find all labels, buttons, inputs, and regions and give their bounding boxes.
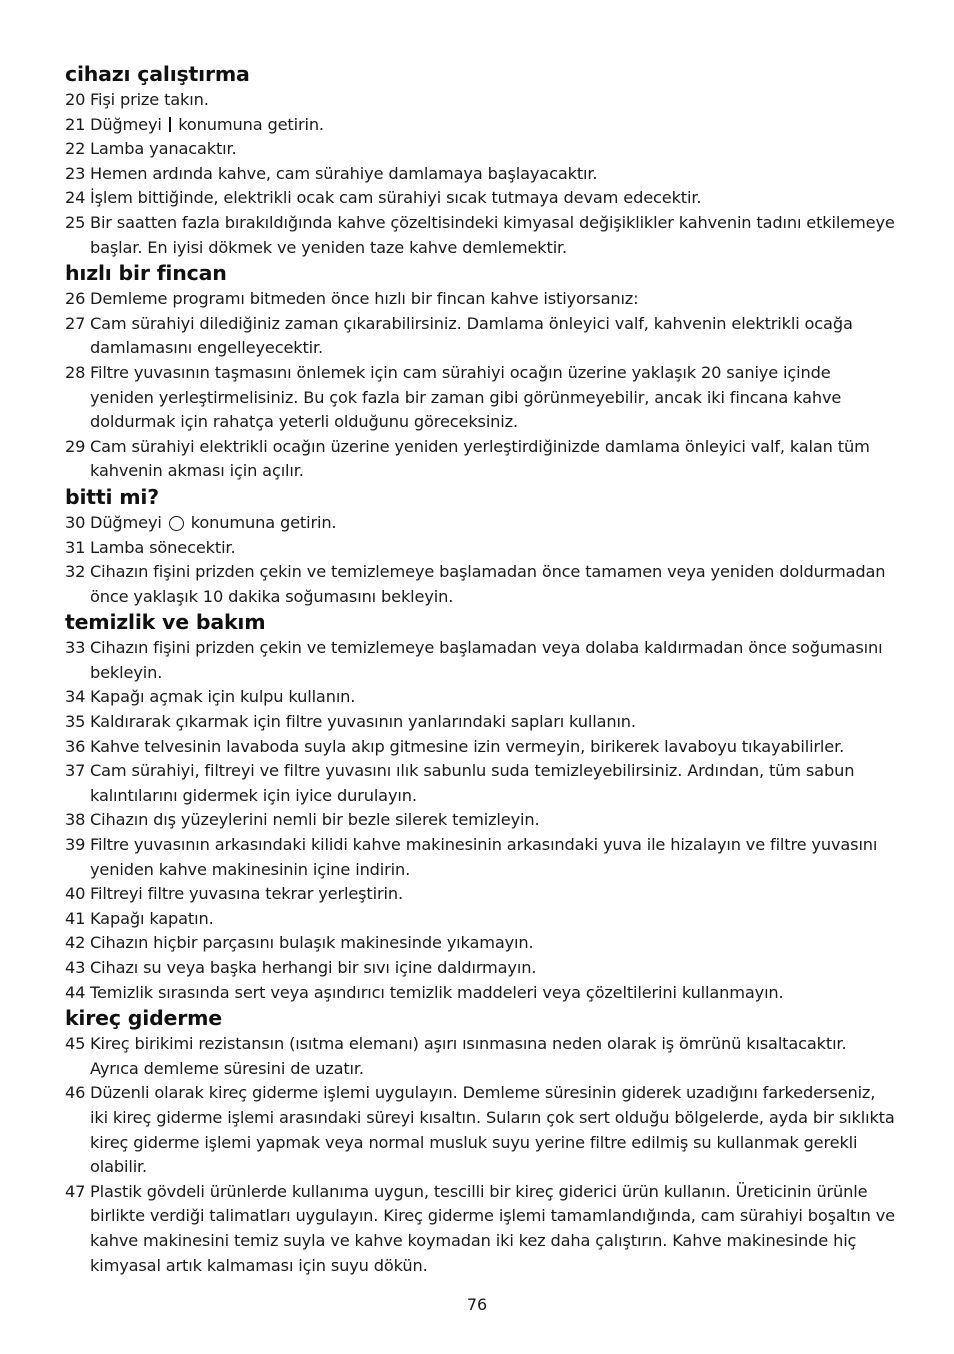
- item-number: 28: [65, 362, 86, 382]
- item-text: Cihazın dış yüzeylerini nemli bir bezle silerek temizleyin.: [90, 810, 540, 830]
- item-number: 25: [65, 212, 86, 232]
- item-number: 39: [65, 835, 86, 855]
- list-item: [65, 560, 895, 609]
- item-number: 21: [65, 114, 86, 134]
- item-number: 34: [65, 687, 86, 707]
- item-text: Kapağı açmak için kulpu kullanın.: [90, 687, 356, 707]
- section-heading: temizlik ve bakım: [65, 610, 266, 635]
- list-item: [65, 907, 895, 932]
- item-text: Hemen ardında kahve, cam sürahiye damlamaya başlayacaktır.: [90, 163, 598, 183]
- item-text: Fişi prize takın.: [90, 90, 209, 109]
- section: [65, 1005, 895, 1278]
- list-item: [65, 137, 895, 162]
- item-text: Plastik gövdeli ürünlerde kullanıma uygun, tescilli bir kireç giderici ürün kullanın. Üreticinin ürünle birlikte verdiği talimatları uygulayın. Kireç giderme işlemi tamamlandığında, cam sürahiyi boşaltın ve kahve makinesini temiz suyla ve kahve koymadan iki kez daha çalıştırın. Kahve makinesinde hiç kimyasal artık kalmaması için suyu dökün.: [90, 1181, 895, 1275]
- section: [65, 61, 895, 260]
- list-item: [65, 735, 895, 760]
- item-number: 46: [65, 1083, 86, 1103]
- list-item: [65, 981, 895, 1006]
- item-text: [90, 511, 895, 536]
- item-text-start: Düğmeyi: [90, 114, 162, 134]
- list-item: [65, 759, 895, 808]
- list-item: [65, 88, 895, 113]
- item-text: İşlem bittiğinde, elektrikli ocak cam sürahiyi sıcak tutmaya devam edecektir.: [90, 188, 702, 208]
- item-number: 42: [65, 933, 86, 953]
- item-text: Filtreyi filtre yuvasına tekrar yerleştirin.: [90, 884, 403, 904]
- list-item: [65, 931, 895, 956]
- item-text: Cihazın fişini prizden çekin ve temizlemeye başlamadan önce tamamen veya yeniden doldurmadan önce yaklaşık 10 dakika soğumasını bekleyin.: [90, 562, 886, 606]
- list-item: [65, 956, 895, 981]
- section-heading: cihazı çalıştırma: [65, 62, 250, 86]
- item-number: 24: [65, 188, 86, 208]
- list-item: [65, 361, 895, 435]
- item-text: [90, 113, 895, 138]
- item-number: 26: [65, 289, 86, 309]
- item-number: 41: [65, 908, 86, 928]
- item-number: 47: [65, 1181, 86, 1201]
- item-number: 29: [65, 436, 86, 456]
- item-number: 22: [65, 139, 86, 159]
- item-text-start: Düğmeyi: [90, 512, 162, 532]
- item-text: Cihazın fişini prizden çekin ve temizlemeye başlamadan veya dolaba kaldırmadan önce soğumasını bekleyin.: [90, 638, 883, 682]
- list-item: [65, 1180, 895, 1278]
- item-number: 30: [65, 512, 86, 532]
- item-text: Temizlik sırasında sert veya aşındırıcı temizlik maddeleri veya çözeltilerini kullanmayın.: [90, 982, 784, 1002]
- item-text: Cam sürahiyi, filtreyi ve filtre yuvasını ılık sabunlu suda temizleyebilirsiniz. Ardından, tüm sabun kalıntılarını gidermek için iyice durulayın.: [90, 761, 855, 805]
- item-number: 44: [65, 982, 86, 1002]
- item-number: 27: [65, 313, 86, 333]
- item-text-end: konumuna getirin.: [178, 114, 324, 134]
- item-text: Cam sürahiyi elektrikli ocağın üzerine yeniden yerleştirdiğinizde damlama önleyici valf, kalan tüm kahvenin akması için açılır.: [90, 436, 870, 481]
- item-text: Filtre yuvasının taşmasını önlemek için cam sürahiyi ocağın üzerine yaklaşık 20 saniye içinde yeniden yerleştirmelisiniz. Bu çok fazla bir zaman gibi görünmeyebilir, ancak iki fincana kahve doldurmak için rahatça yeterli olduğunu göreceksiniz.: [90, 362, 842, 432]
- item-text-end: konumuna getirin.: [190, 512, 337, 532]
- item-text: Cam sürahiyi dilediğiniz zaman çıkarabilirsiniz. Damlama önleyici valf, kahvenin elektrikli ocağa damlamasını engelleyecektir.: [90, 313, 853, 358]
- list-item: [65, 435, 895, 484]
- item-number: 38: [65, 810, 86, 830]
- section: [65, 484, 895, 609]
- item-number: 36: [65, 736, 86, 756]
- list-item: [65, 710, 895, 735]
- list-item: [65, 186, 895, 211]
- list-item: [65, 312, 895, 361]
- section-heading: kireç giderme: [65, 1006, 223, 1031]
- item-number: 23: [65, 163, 86, 183]
- item-text: Kapağı kapatın.: [90, 908, 214, 928]
- section: [65, 609, 895, 1005]
- list-item: [65, 1032, 895, 1081]
- item-text: Lamba yanacaktır.: [90, 139, 237, 159]
- list-item: [65, 808, 895, 833]
- item-text: Kireç birikimi rezistansın (ısıtma elemanı) aşırı ısınmasına neden olarak iş ömrünü kısaltacaktır. Ayrıca demleme süresini de uzatır.: [90, 1034, 847, 1078]
- item-text: Filtre yuvasının arkasındaki kilidi kahve makinesinin arkasındaki yuva ile hizalayın ve filtre yuvasını yeniden kahve makinesinin içine indirin.: [90, 835, 878, 879]
- item-text: Cihazı su veya başka herhangi bir sıvı içine daldırmayın.: [90, 958, 537, 977]
- item-text: Kahve telvesinin lavaboda suyla akıp gitmesine izin vermeyin, birikerek lavaboyu tıkayabilirler.: [90, 736, 845, 756]
- list-item: [65, 511, 895, 536]
- item-number: 35: [65, 712, 86, 732]
- list-item: [65, 685, 895, 710]
- list-item: [65, 833, 895, 882]
- list-item: [65, 536, 895, 561]
- section: [65, 260, 895, 484]
- list-item: [65, 162, 895, 187]
- list-item: [65, 211, 895, 260]
- list-item: [65, 287, 895, 312]
- page-content: [65, 61, 895, 1278]
- item-text: Kaldırarak çıkarmak için filtre yuvasının yanlarındaki sapları kullanın.: [90, 712, 636, 732]
- item-text: Lamba sönecektir.: [90, 537, 236, 557]
- off-circle-icon: [169, 516, 184, 531]
- section-heading: hızlı bir fincan: [65, 261, 227, 286]
- item-text: Demleme programı bitmeden önce hızlı bir fincan kahve istiyorsanız:: [90, 289, 639, 309]
- list-item: [65, 882, 895, 907]
- item-number: 20: [65, 90, 86, 109]
- item-number: 32: [65, 562, 86, 582]
- item-number: 43: [65, 958, 86, 977]
- item-number: 33: [65, 638, 86, 658]
- item-text: Düzenli olarak kireç giderme işlemi uygulayın. Demleme süresinin giderek uzadığını farkederseniz, iki kireç giderme işlemi arasındaki süreyi kısaltın. Suların çok sert olduğu bölgelerde, ayda bir sıklıkta kireç giderme işlemi yapmak veya normal musluk suyu yerine filtre edilmiş su kullanmak gerekli olabilir.: [90, 1083, 895, 1177]
- item-number: 45: [65, 1034, 86, 1054]
- list-item: [65, 113, 895, 138]
- section-heading: bitti mi?: [65, 484, 159, 509]
- list-item: [65, 1081, 895, 1179]
- item-text: Bir saatten fazla bırakıldığında kahve çözeltisindeki kimyasal değişiklikler kahvenin tadını etkilemeye başlar. En iyisi dökmek ve yeniden taze kahve demlemektir.: [90, 212, 895, 257]
- on-bar-icon: [169, 117, 172, 132]
- item-text: Cihazın hiçbir parçasını bulaşık makinesinde yıkamayın.: [90, 933, 534, 953]
- page-number: 76: [466, 1295, 488, 1314]
- item-number: 37: [65, 761, 86, 781]
- item-number: 40: [65, 884, 86, 904]
- list-item: [65, 636, 895, 685]
- item-number: 31: [65, 537, 86, 557]
